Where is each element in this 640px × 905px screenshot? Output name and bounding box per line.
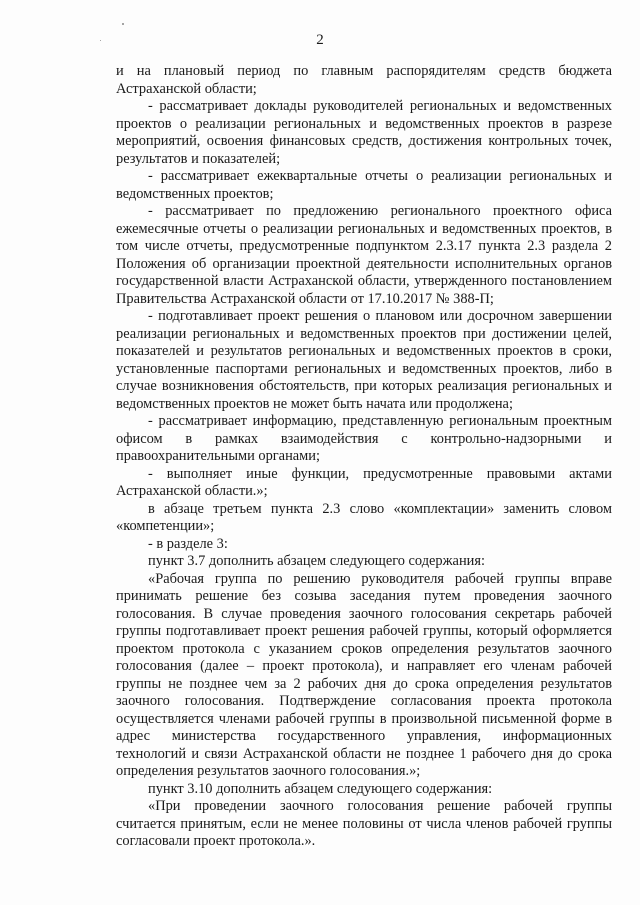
page-number: 2 bbox=[316, 32, 324, 48]
paragraph-remote-voting: «Рабочая группа по решению руководителя рабочей группы вправе принимать решение без созыва заседания путем проведения заочного голосования. В случае проведения заочного голосования секретарь рабочей группы подготавливает проект решения рабочей группы, который оформляется проектом протокола с указанием сроков определения результатов заочного голосования (далее – проект протокола), и направляет его членам рабочей группы не позднее чем за 2 рабочих дня до срока определения результатов заочного голосования. Подтверждение согласования проекта протокола осуществляется членами рабочей группы в произвольной письменной форме в адрес министерства государственного управления, информационных технологий и связи Астраханской области не позднее 1 рабочего дня до срока определения результатов заочного голосования.»; bbox=[116, 570, 612, 779]
paragraph-monthly-reports: - рассматривает по предложению регионального проектного офиса ежемесячные отчеты о реализации региональных и ведомственных проектов, в том числе отчеты, предусмотренные подпунктом 2.3.17 пункта 2.3 раздела 2 Положения об организации проектной деятельности исполнительных органов государственной власти Астраханской области, утвержденного постановлением Правительства Астраханской области от 17.10.2017 № 388-П; bbox=[116, 203, 612, 307]
paragraph-amend-3-10: пункт 3.10 дополнить абзацем следующего содержания: bbox=[148, 780, 493, 797]
paragraph-amend-3-7: пункт 3.7 дополнить абзацем следующего содержания: bbox=[148, 553, 485, 569]
paragraph-other-functions: - выполняет иные функции, предусмотренные правовыми актами Астраханской области.»; bbox=[116, 465, 612, 499]
paragraph-budget-continuation: и на плановый период по главным распорядителям средств бюджета Астраханской области; bbox=[116, 63, 612, 97]
paragraph-amend-2-3: в абзаце третьем пункта 2.3 слово «комплектации» заменить словом «компетенции»; bbox=[116, 500, 612, 534]
paragraph-considers-reports: - рассматривает доклады руководителей региональных и ведомственных проектов о реализации региональных и ведомственных проектов в разрезе мероприятий, освоения финансовых средств, достижения контрольных точек, результатов и показателей; bbox=[116, 98, 612, 167]
document-body bbox=[116, 63, 612, 851]
paragraph-section-3: - в разделе 3: bbox=[148, 535, 228, 552]
paragraph-voting-decision: «При проведении заочного голосования решение рабочей группы считается принятым, если не менее половины от числа членов рабочей группы согласовали проект протокола.». bbox=[116, 798, 612, 849]
scan-artifact-dot bbox=[122, 23, 124, 25]
paragraph-quarterly-reports: - рассматривает ежеквартальные отчеты о реализации региональных и ведомственных проектов; bbox=[116, 168, 612, 202]
paragraph-completion-decision: - подготавливает проект решения о плановом или досрочном завершении реализации региональных и ведомственных проектов при достижении целей, показателей и результатов региональных и ведомственных проектов в сроки, установленные паспортами региональных и ведомственных проектов, либо в случае возникновения обстоятельств, при которых реализация региональных и ведомственных проектов не может быть начата или продолжена; bbox=[116, 308, 612, 412]
paragraph-control-bodies: - рассматривает информацию, представленную региональным проектным офисом в рамках взаимодействия с контрольно-надзорными и правоохранительными органами; bbox=[116, 413, 612, 464]
